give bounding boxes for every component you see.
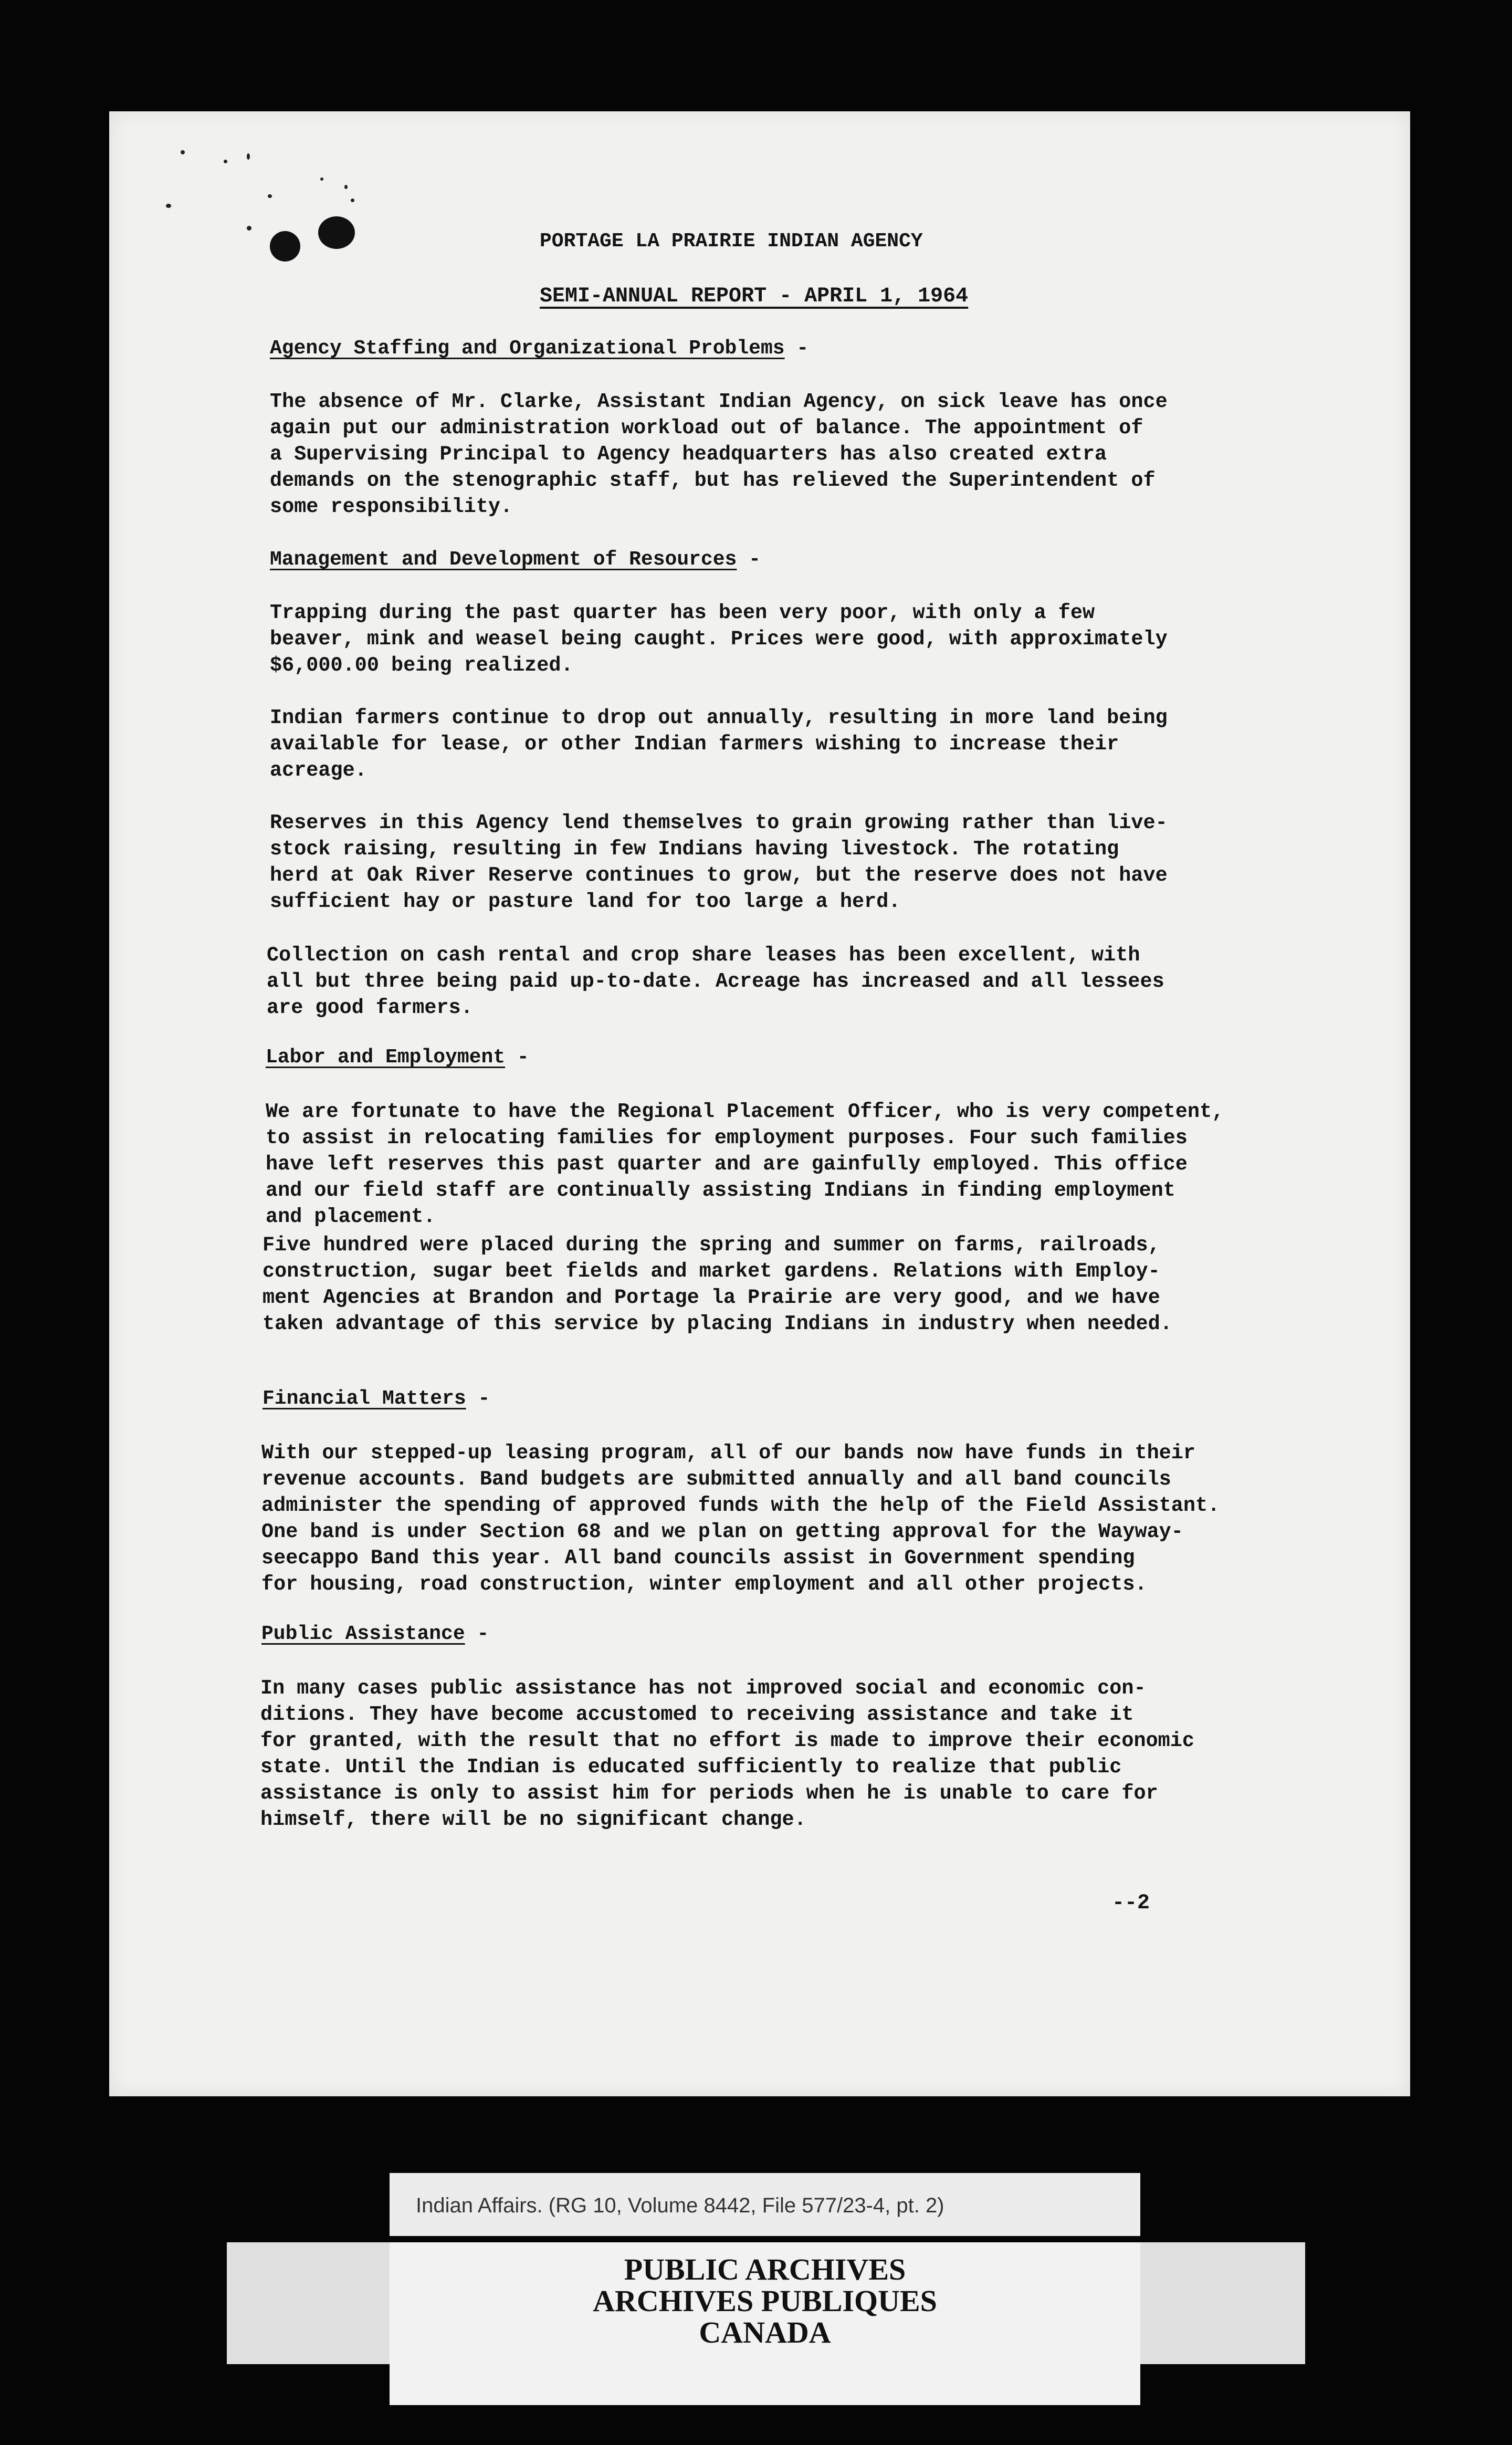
section-heading-text: Labor and Employment (266, 1046, 506, 1069)
ink-speck (268, 194, 272, 198)
paragraph: The absence of Mr. Clarke, Assistant Indian Agency, on sick leave has once again put our administration workload out of balance. The appointment of a Supervising Principal to Agency headquarters has also created extra demands on the stenographic staff, but has relieved the Superintendent of some responsibility. (270, 390, 1168, 518)
section-heading-text: Public Assistance (261, 1623, 465, 1645)
archive-citation: Indian Affairs. (RG 10, Volume 8442, File 577/23-4, pt. 2) (416, 2194, 944, 2217)
paragraph: Reserves in this Agency lend themselves to grain growing rather than live- stock raising, resulting in few Indians having livestock. The rotating herd at Oak River Reserve continues to grow, but the reserve does not have sufficient hay or pasture land for too large a herd. (270, 811, 1168, 913)
document-paper (109, 111, 1410, 2096)
paragraph: With our stepped-up leasing program, all of our bands now have funds in their revenue accounts. Band budgets are submitted annually and all band councils administer the spending of approved funds with the help of the Field Assistant. One band is under Section 68 and we plan on getting approval for the Wayway- seecappo Band this year. All band councils assist in Government spending for housing, road construction, winter employment and all other projects. (261, 1441, 1220, 1596)
ink-speck (351, 198, 354, 202)
ink-speck (344, 185, 348, 189)
section-heading (261, 1623, 489, 1645)
ink-speck (224, 160, 227, 163)
heading-dash: - (466, 1387, 490, 1410)
page-continuation-marker: --2 (1112, 1892, 1150, 1915)
paragraph: In many cases public assistance has not improved social and economic con- ditions. They have become accustomed to receiving assistance and take it for granted, with the result that no effort is made to improve their economic state. Until the Indian is educated sufficiently to realize that public assistance is only to assist him for periods when he is unable to care for himself, there will be no significant change. (260, 1677, 1194, 1831)
archives-stamp (390, 2242, 1140, 2405)
paragraph: Five hundred were placed during the spring and summer on farms, railroads, construction, sugar beet fields and market gardens. Relations with Employ- ment Agencies at Brandon and Portage la Prairie are very good, and we have taken advantage of this service by placing Indians in industry when needed. (262, 1234, 1172, 1335)
heading-dash: - (737, 548, 761, 571)
section-heading-text: Financial Matters (262, 1387, 466, 1410)
section-heading-text: Management and Development of Resources (270, 548, 737, 571)
archives-stamp-line-2: ARCHIVES PUBLIQUES (593, 2284, 937, 2318)
paragraph: Trapping during the past quarter has been very poor, with only a few beaver, mink and weasel being caught. Prices were good, with approximately $6,000.00 being realized. (270, 601, 1168, 677)
ink-speck (320, 177, 323, 181)
archives-stamp-line-1: PUBLIC ARCHIVES (624, 2252, 906, 2286)
heading-dash: - (465, 1623, 489, 1645)
ink-blot (318, 216, 355, 249)
section-heading-text: Agency Staffing and Organizational Problems (270, 337, 785, 360)
section-heading (266, 1046, 529, 1069)
ink-speck (247, 226, 251, 231)
archive-citation-strip (390, 2173, 1140, 2236)
ink-blot (270, 231, 300, 262)
paragraph: Indian farmers continue to drop out annually, resulting in more land being available for lease, or other Indian farmers wishing to increase their acreage. (270, 706, 1168, 782)
section-heading (270, 548, 761, 571)
ink-speck (166, 204, 171, 208)
heading-dash: - (505, 1046, 529, 1069)
report-title: SEMI-ANNUAL REPORT - APRIL 1, 1964 (540, 285, 969, 308)
section-heading (262, 1387, 490, 1410)
ink-speck (181, 150, 185, 154)
agency-title: PORTAGE LA PRAIRIE INDIAN AGENCY (540, 230, 923, 253)
archives-stamp-line-3: CANADA (699, 2315, 831, 2349)
heading-dash: - (784, 337, 809, 360)
paragraph: Collection on cash rental and crop share leases has been excellent, with all but three being paid up-to-date. Acreage has increased and all lessees are good farmers. (267, 944, 1164, 1019)
section-heading (270, 337, 808, 360)
ink-speck (247, 153, 250, 160)
archives-stamp-band (227, 2242, 1305, 2364)
paragraph: We are fortunate to have the Regional Placement Officer, who is very competent, to assist in relocating families for employment purposes. Four such families have left reserves this past quarter and are gainfully employed. This office and our field staff are continually assisting Indians in finding employment and placement. (266, 1100, 1224, 1228)
